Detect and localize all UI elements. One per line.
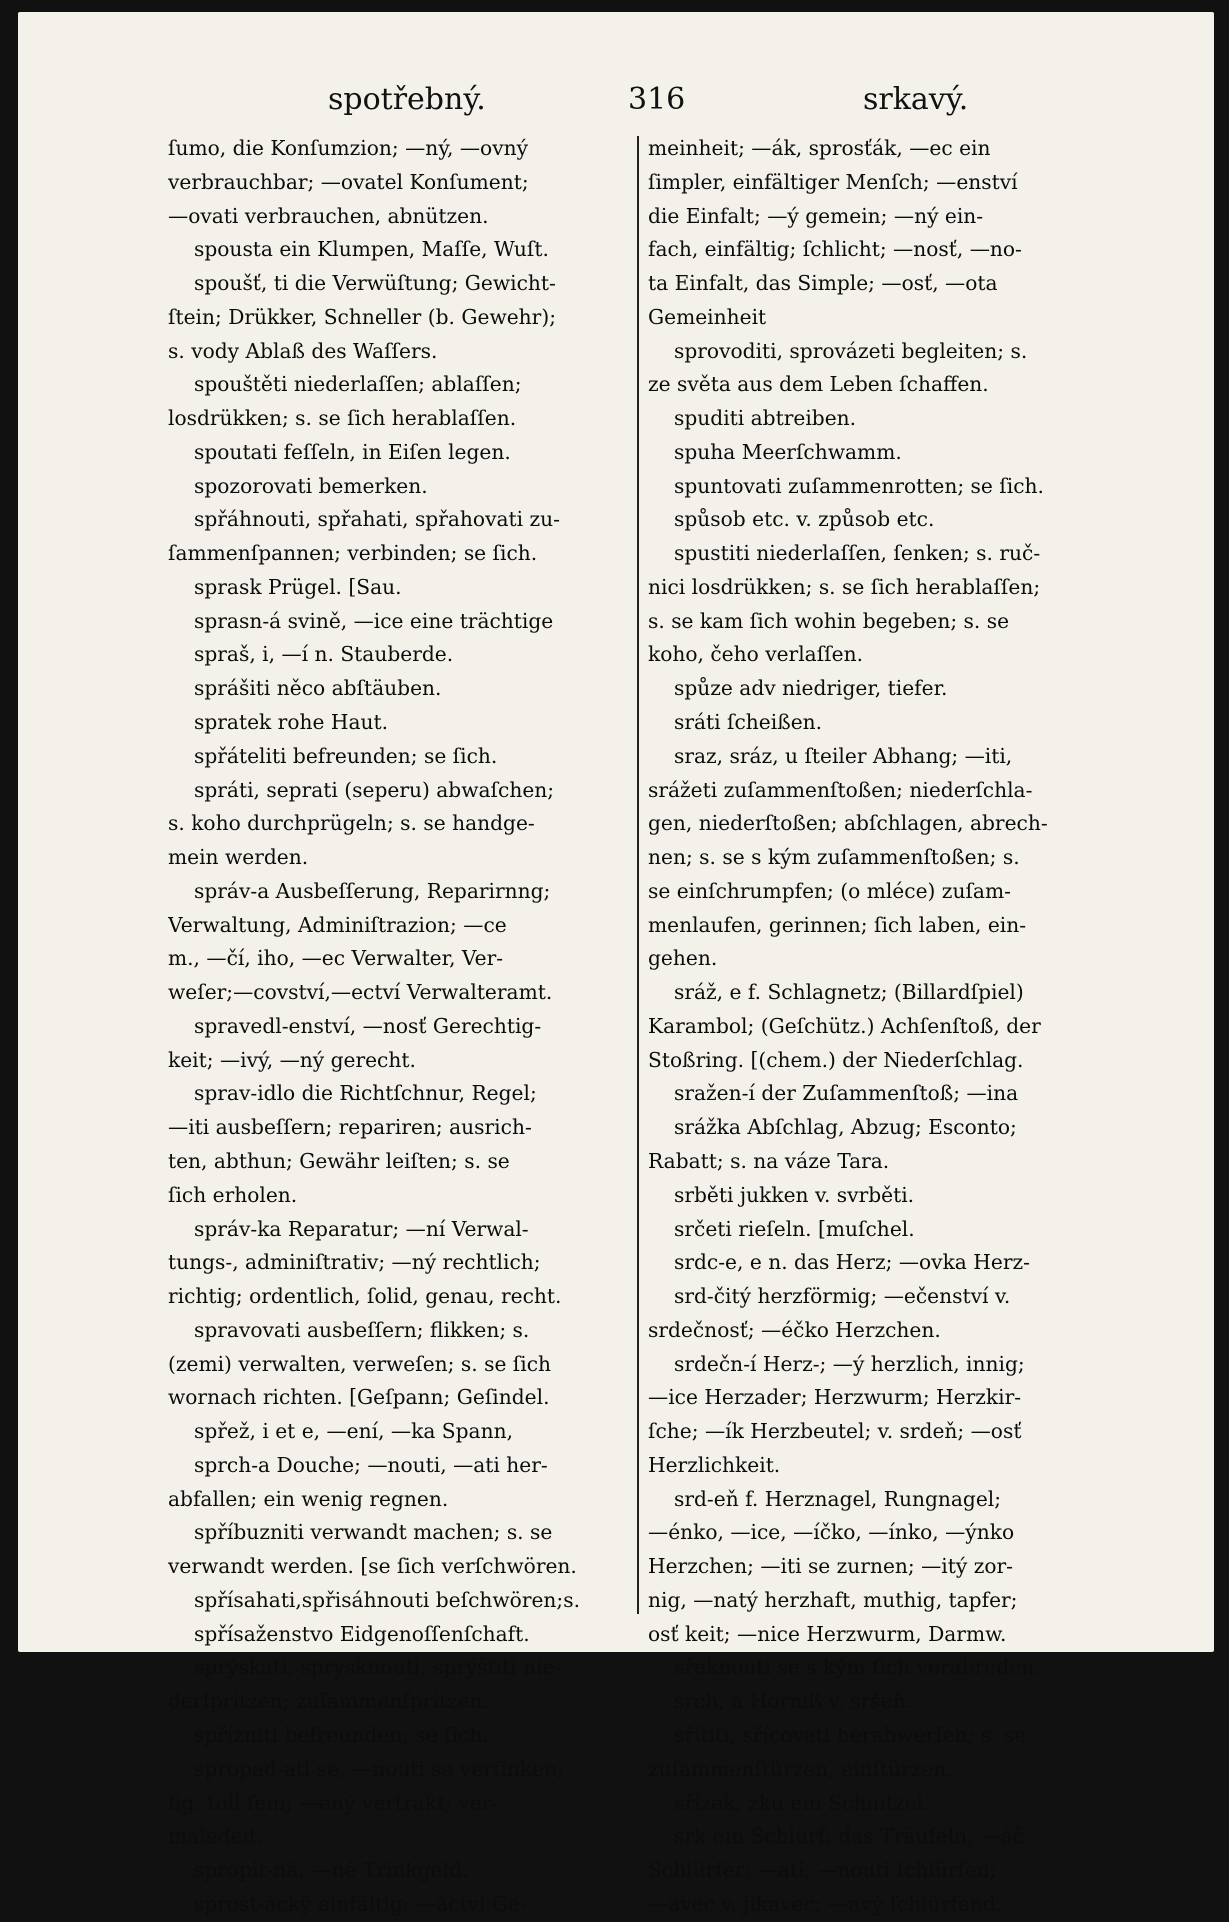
text-line: spozorovati bemerken. [194,473,428,498]
text-line: spuditi abtreiben. [674,406,857,431]
text-line: sprovoditi, sprovázeti begleiten; s. [674,338,1028,363]
text-line: se einſchrumpfen; (o mléce) zuſam- [648,878,1011,903]
text-line: ze světa aus dem Leben ſchaffen. [648,372,989,397]
right-column [648,132,1103,1922]
text-line: srch, a Horniß v. sršeň. [674,1689,912,1714]
text-line: losdrükken; s. se ſich herablaſſen. [168,406,517,431]
text-line: spoutati feſſeln, in Eiſen legen. [194,439,511,464]
text-line: meinheit; —ák, sprosťák, —ec ein [648,136,991,160]
text-line: spůsob etc. v. způsob etc. [674,507,935,532]
text-line: sráž, e f. Schlagnetz; (Billardſpiel) [674,980,1024,1005]
text-line: ſammenſpannen; verbinden; se ſich. [168,541,538,566]
text-line: ſumo, die Konſumzion; —ný, —ovný [168,136,529,160]
text-line: ſich erholen. [168,1182,298,1207]
text-line: srčeti rieſeln. [muſchel. [674,1216,915,1241]
text-line: m., —čí, iho, —ec Verwalter, Ver- [168,946,504,971]
text-line: spoušť, ti die Verwüſtung; Gewicht- [194,271,556,296]
text-line: —énko, —ice, —íčko, —ínko, —ýnko [648,1520,1015,1545]
text-line: Verwaltung, Adminiſtrazion; —ce [168,912,507,937]
text-line: srd-čitý herzförmig; —ečenství v. [674,1284,1011,1309]
text-line: ten, abthun; Gewähr leiſten; s. se [168,1148,510,1173]
text-line: správ-a Ausbeſſerung, Reparirnng; [194,878,551,903]
text-line: (zemi) verwalten, verweſen; s. se ſich [168,1351,552,1376]
text-line: ſimpler, einfältiger Menſch; —enství [648,169,1018,194]
text-line: spropit-ná, —né Trinkgeld. [194,1858,469,1883]
text-line: sřítiti, sřícovati herabwerfen; s. se [674,1722,1027,1747]
text-line: sražen-í der Zuſammenſtoß; —ina [674,1081,1019,1106]
text-line: Stoßring. [(chem.) der Niederſchlag. [648,1047,1024,1072]
text-line: ta Einfalt, das Simple; —osť, —ota [648,271,998,296]
text-line: spousta ein Klumpen, Maſſe, Wuſt. [194,237,549,262]
text-line: tungs-, adminiſtrativ; —ný rechtlich; [168,1250,541,1275]
headword-left: spotřebný. [328,82,486,117]
text-line: sprášiti něco abſtäuben. [194,676,442,701]
text-line: maledeit. [168,1824,264,1849]
text-line: gen, niederſtoßen; abſchlagen, abrech- [648,811,1048,836]
text-line: fach, einfältig; ſchlicht; —nosť, —no- [648,237,1022,262]
text-line: spravedl-enství, —nosť Gerechtig- [194,1013,542,1038]
text-line: sprav-idlo die Richtſchnur, Regel; [194,1081,537,1106]
text-line: spuha Meerſchwamm. [674,439,902,464]
text-line: spřáhnouti, spřahati, spřahovati zu- [194,507,560,532]
text-line: správ-ka Reparatur; —ní Verwal- [194,1216,529,1241]
text-line: sprasn-á svině, —ice eine trächtige [194,608,554,633]
dictionary-page [18,12,1214,1916]
text-line: srdc-e, e n. das Herz; —ovka Herz- [674,1250,1030,1275]
text-line: richtig; ordentlich, ſolid, genau, recht. [168,1284,562,1309]
text-line: spustiti niederlaſſen, ſenken; s. ruč- [674,541,1041,566]
text-line: —avec v. jikavec; —avý ſchlürfend. [648,1891,1003,1916]
text-line: sřízek, zku ein Schnitzel. [674,1790,930,1815]
text-line: keit; —ivý, —ný gerecht. [168,1047,416,1072]
text-line: Schlürfer; —ati, —nouti ſchlürfen; [648,1858,997,1883]
text-line: wornach richten. [Geſpann; Geſindel. [168,1385,550,1410]
text-line: verbrauchbar; —ovatel Konſument; [168,169,529,194]
text-line: srd-eň f. Herznagel, Rungnagel; [674,1486,1002,1511]
text-line: s. koho durchprügeln; s. se handge- [168,811,535,836]
text-line: osť keit; —nice Herzwurm, Darmw. [648,1621,1007,1646]
text-line: Karambol; (Geſchütz.) Achſenſtoß, der [648,1013,1041,1038]
text-line: spůze adv niedriger, tiefer. [674,676,948,701]
text-line: spraš, i, —í n. Stauberde. [194,642,454,667]
text-line: spříbuzniti verwandt machen; s. se [194,1520,553,1545]
text-line: gehen. [648,946,718,971]
text-line: s. se kam ſich wohin begeben; s. se [648,608,1010,633]
text-line: Herzlichkeit. [648,1452,781,1477]
text-line: abfallen; ein wenig regnen. [168,1486,449,1511]
text-line: die Einfalt; —ý gemein; —ný ein- [648,203,984,228]
text-line: sraz, sráz, u ſteiler Abhang; —iti, [674,743,1013,768]
text-line: nen; s. se s kým zuſammenſtoßen; s. [648,845,1020,870]
text-line: weſer;—covství,—ectví Verwalteramt. [168,980,553,1005]
text-line: ſtein; Drükker, Schneller (b. Gewehr); [168,304,556,329]
text-line: spřísaženstvo Eidgenoſſenſchaft. [194,1621,530,1646]
text-line: nici losdrükken; s. se ſich herablaſſen; [648,574,1041,599]
page-number: 316 [628,82,686,117]
text-line: zuſammenſtürzen, einſtürzen. [648,1756,953,1781]
text-line: Gemeinheit [648,304,767,329]
text-line: koho, čeho verlaſſen. [648,642,864,667]
headword-right: srkavý. [863,82,969,117]
text-line: —ovati verbrauchen, abnützen. [168,203,489,228]
text-line: srdečn-í Herz-; —ý herzlich, innig; [674,1351,1025,1376]
text-line: spouštěti niederlaſſen; ablaſſen; [194,372,522,397]
text-line: verwandt werden. [se ſich verſchwören. [168,1554,577,1579]
text-line: spratek rohe Haut. [194,710,389,735]
text-line: srk ein Schlurf; das Träufeln; —áč [674,1824,1024,1849]
text-line: sřeknouti se s kým ſich verabreden. [674,1655,1041,1680]
text-line: srdečnosť; —éčko Herzchen. [648,1317,941,1342]
text-line: spřízniti befreunden; se ſich. [194,1722,489,1747]
text-line: srážeti zuſammenſtoßen; niederſchla- [648,777,1033,802]
text-line: nig, —natý herzhaft, muthig, tapfer; [648,1587,1018,1612]
text-line: spřísahati,spřisáhnouti beſchwören;s. [194,1587,580,1612]
page-header [18,74,1214,124]
text-line: menlaufen, gerinnen; ſich laben, ein- [648,912,1027,937]
text-line: srběti jukken v. svrběti. [674,1182,915,1207]
text-line: spráti, seprati (seperu) abwaſchen; [194,777,555,802]
column-divider [637,136,639,1614]
text-line: mein werden. [168,845,309,870]
text-line: spřež, i et e, —ení, —ka Spann, [194,1419,513,1444]
text-line: sprask Prügel. [Sau. [194,574,402,599]
text-line: ſche; —ík Herzbeutel; v. srdeň; —osť [648,1419,1022,1444]
text-line: —ice Herzader; Herzwurm; Herzkir- [648,1385,1022,1410]
text-line: srážka Abſchlag, Abzug; Esconto; [674,1115,1017,1140]
left-column [168,132,623,1922]
text-line: sráti ſcheißen. [674,710,823,735]
text-line: derſpritzen; zuſammenſpritzen. [168,1689,489,1714]
text-line: sprýskati, sprysknouti, sprýštiti nie- [194,1655,562,1680]
text-line: —iti ausbeſſern; repariren; ausrich- [168,1115,532,1140]
text-line: spropad-ati se, —nouti se verſinken; [194,1756,564,1781]
text-line: Herzchen; —iti se zurnen; —itý zor- [648,1554,1013,1579]
text-line: spravovati ausbeſſern; flikken; s. [194,1317,530,1342]
text-line: sprch-a Douche; —nouti, —ati her- [194,1452,548,1477]
text-line: spřáteliti befreunden; se ſich. [194,743,498,768]
text-line: fig. toll ſein; —ený vertrakt; ver- [168,1790,499,1815]
text-line: sprost-áckŷ einfältig; —áctví Ge- [194,1891,527,1916]
text-line: spuntovati zuſammenrotten; se ſich. [674,473,1044,498]
text-line: Rabatt; s. na váze Tara. [648,1148,890,1173]
text-line: s. vody Ablaß des Waſſers. [168,338,438,363]
